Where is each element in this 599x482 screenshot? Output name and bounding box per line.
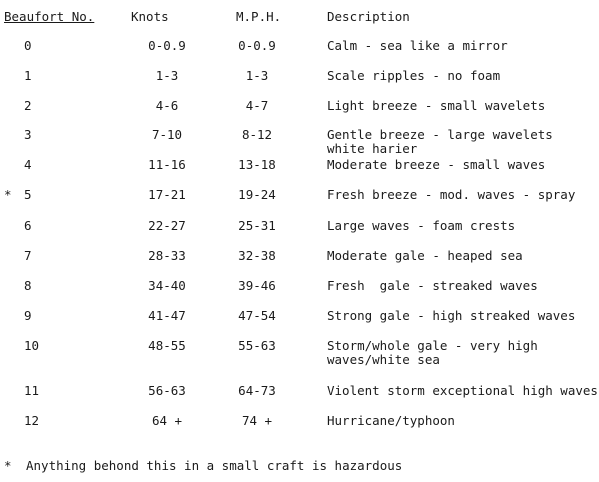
knots-range: 48-55 <box>148 338 186 353</box>
table-row <box>0 188 599 218</box>
beaufort-number: 12 <box>24 413 40 428</box>
footnote-marker: * <box>4 187 12 202</box>
knots-range: 4-6 <box>155 98 179 113</box>
description: Calm - sea like a mirror <box>327 38 508 53</box>
table-row <box>0 128 599 158</box>
beaufort-number: 6 <box>24 218 32 233</box>
mph-range: 1-3 <box>245 68 269 83</box>
mph-range: 13-18 <box>238 157 276 172</box>
table-row <box>0 219 599 249</box>
knots-range: 41-47 <box>148 308 186 323</box>
table-row <box>0 39 599 69</box>
header-knots: Knots <box>131 9 169 24</box>
knots-range: 17-21 <box>148 187 186 202</box>
mph-range: 55-63 <box>238 338 276 353</box>
knots-range: 56-63 <box>148 383 186 398</box>
description: Gentle breeze - large wavelets white harier <box>327 127 553 156</box>
description: Hurricane/typhoon <box>327 413 455 428</box>
beaufort-number: 1 <box>24 68 32 83</box>
mph-range: 39-46 <box>238 278 276 293</box>
description: Strong gale - high streaked waves <box>327 308 576 323</box>
description: Storm/whole gale - very high waves/white sea <box>327 338 538 367</box>
knots-range: 1-3 <box>155 68 179 83</box>
footnote-text: Anything behond this in a small craft is hazardous <box>26 458 403 473</box>
mph-range: 0-0.9 <box>238 38 276 53</box>
table-row <box>0 99 599 129</box>
mph-range: 64-73 <box>238 383 276 398</box>
table-row <box>0 279 599 309</box>
beaufort-number: 9 <box>24 308 32 323</box>
beaufort-number: 7 <box>24 248 32 263</box>
description: Large waves - foam crests <box>327 218 516 233</box>
knots-range: 22-27 <box>148 218 186 233</box>
header-mph: M.P.H. <box>236 9 282 24</box>
mph-range: 4-7 <box>245 98 269 113</box>
header-description: Description <box>327 9 410 24</box>
beaufort-number: 11 <box>24 383 40 398</box>
knots-range: 34-40 <box>148 278 186 293</box>
table-row <box>0 69 599 99</box>
knots-range: 7-10 <box>151 127 183 142</box>
beaufort-number: 0 <box>24 38 32 53</box>
mph-range: 47-54 <box>238 308 276 323</box>
beaufort-number: 4 <box>24 157 32 172</box>
description: Scale ripples - no foam <box>327 68 501 83</box>
knots-range: 64 + <box>151 413 183 428</box>
description: Fresh breeze - mod. waves - spray <box>327 187 576 202</box>
table-row <box>0 339 599 369</box>
mph-range: 19-24 <box>238 187 276 202</box>
table-row <box>0 249 599 279</box>
table-row <box>0 414 599 444</box>
mph-range: 25-31 <box>238 218 276 233</box>
knots-range: 0-0.9 <box>148 38 186 53</box>
beaufort-number: 8 <box>24 278 32 293</box>
mph-range: 8-12 <box>241 127 273 142</box>
table-row <box>0 309 599 339</box>
mph-range: 32-38 <box>238 248 276 263</box>
header-beaufort-no: Beaufort No. <box>4 9 95 24</box>
beaufort-number: 10 <box>24 338 40 353</box>
description: Fresh gale - streaked waves <box>327 278 538 293</box>
description: Moderate gale - heaped sea <box>327 248 523 263</box>
knots-range: 28-33 <box>148 248 186 263</box>
description: Violent storm exceptional high waves <box>327 383 598 398</box>
table-row <box>0 384 599 414</box>
footnote-marker: * <box>4 458 12 473</box>
beaufort-number: 3 <box>24 127 32 142</box>
description: Light breeze - small wavelets <box>327 98 546 113</box>
description: Moderate breeze - small waves <box>327 157 546 172</box>
beaufort-number: 5 <box>24 187 32 202</box>
table-row <box>0 158 599 188</box>
knots-range: 11-16 <box>148 157 186 172</box>
mph-range: 74 + <box>241 413 273 428</box>
beaufort-number: 2 <box>24 98 32 113</box>
